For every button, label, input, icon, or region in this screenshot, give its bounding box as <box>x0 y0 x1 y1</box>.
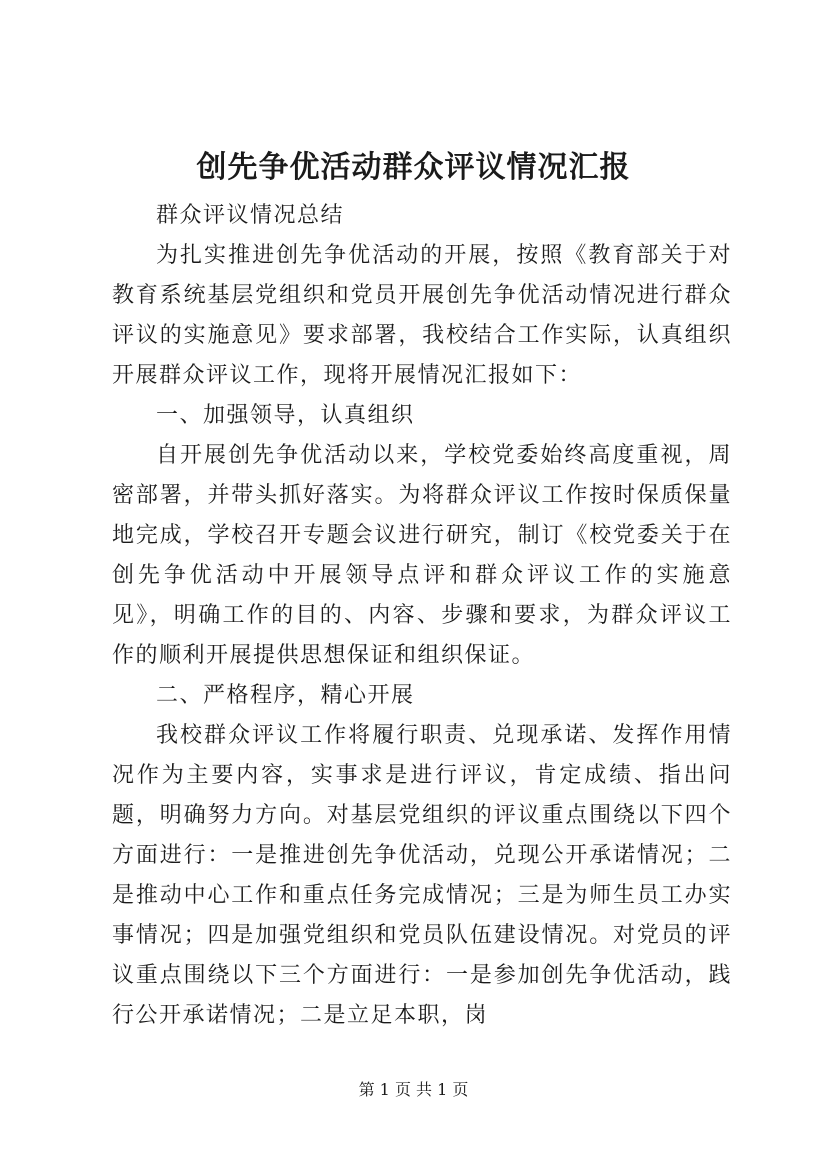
paragraph-section-1: 自开展创先争优活动以来，学校党委始终高度重视，周密部署，并带头抓好落实。为将群众评议工作按时保质保量地完成，学校召开专题会议进行研究，制订《校党委关于在创先争优活动中开展领导点评和群众评议工作的实施意见》，明确工作的目的、内容、步骤和要求，为群众评议工作的顺利开展提供思想保证和组织保证。 <box>112 443 732 668</box>
section-heading-2: 二、严格程序，精心开展 <box>156 683 415 708</box>
paragraph-section-2: 我校群众评议工作将履行职责、兑现承诺、发挥作用情况作为主要内容，实事求是进行评议，肯定成绩、指出问题，明确努力方向。对基层党组织的评议重点围绕以下四个方面进行：一是推进创先争优活动，兑现公开承诺情况；二是推动中心工作和重点任务完成情况；三是为师生员工办实事情况；四是加强党组织和党员队伍建设情况。对党员的评议重点围绕以下三个方面进行：一是参加创先争优活动，践行公开承诺情况；二是立足本职，岗 <box>112 723 732 1028</box>
section-heading-1: 一、加强领导，认真组织 <box>156 403 415 428</box>
document-body <box>112 196 732 1036</box>
page-number: 第 1 页 共 1 页 <box>358 1080 469 1099</box>
paragraph-intro: 为扎实推进创先争优活动的开展，按照《教育部关于对教育系统基层党组织和党员开展创先争优活动情况进行群众评议的实施意见》要求部署，我校结合工作实际，认真组织开展群众评议工作，现将开展情况汇报如下： <box>112 243 732 388</box>
document-title: 创先争优活动群众评议情况汇报 <box>196 150 631 185</box>
paragraph-subtitle: 群众评议情况总结 <box>156 203 345 228</box>
